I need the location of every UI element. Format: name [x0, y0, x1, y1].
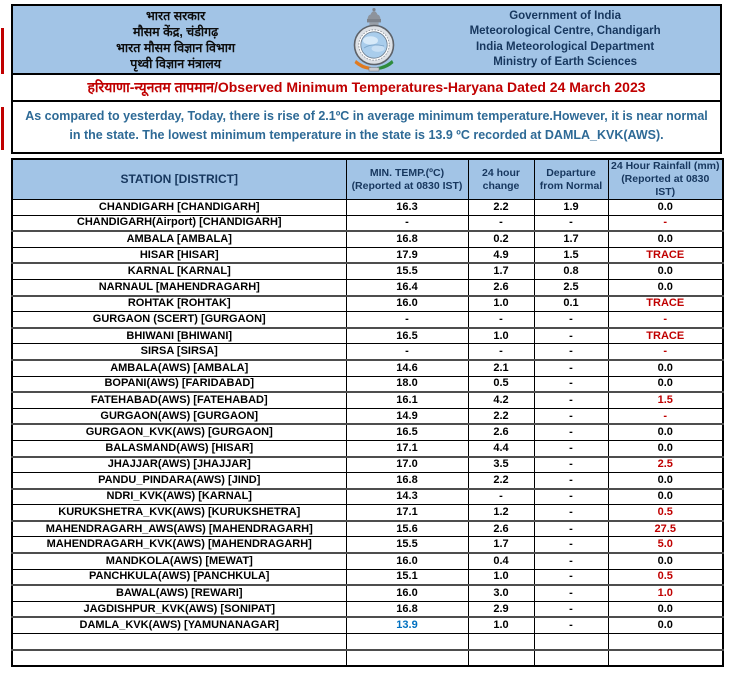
observations-table — [11, 158, 724, 667]
table-row — [12, 650, 723, 667]
cell-rainfall: 0.0 — [608, 263, 723, 279]
cell-rainfall: 1.0 — [608, 585, 723, 601]
cell-station: MAHENDRAGARH_KVK(AWS) [MAHENDRAGARH] — [12, 537, 346, 553]
cell-departure: 1.5 — [534, 247, 608, 263]
cell-station: PANCHKULA(AWS) [PANCHKULA] — [12, 569, 346, 585]
header-departure-line1: Departure — [546, 166, 596, 179]
table-body — [12, 200, 723, 667]
cell-min-temp: 17.0 — [346, 457, 468, 473]
cell-departure: - — [534, 473, 608, 489]
imd-emblem-logo — [338, 7, 410, 73]
table-row — [12, 424, 723, 440]
cell-min-temp — [346, 650, 468, 667]
cell-station: DAMLA_KVK(AWS) [YAMUNANAGAR] — [12, 617, 346, 633]
cell-min-temp: 16.8 — [346, 231, 468, 247]
cell-departure: - — [534, 424, 608, 440]
cell-station: CHANDIGARH(Airport) [CHANDIGARH] — [12, 215, 346, 231]
cell-departure: 1.9 — [534, 200, 608, 216]
cell-rainfall: 0.0 — [608, 376, 723, 392]
cell-min-temp: 16.8 — [346, 473, 468, 489]
cell-rainfall: 0.0 — [608, 200, 723, 216]
cell-24hr-change: - — [468, 344, 534, 360]
english-line-govt: Government of India — [509, 9, 622, 22]
cell-departure: - — [534, 457, 608, 473]
table-row — [12, 392, 723, 408]
table-row — [12, 634, 723, 650]
cell-rainfall: 2.5 — [608, 457, 723, 473]
table-row — [12, 328, 723, 344]
cell-station: JHAJJAR(AWS) [JHAJJAR] — [12, 457, 346, 473]
cell-min-temp: 16.1 — [346, 392, 468, 408]
table-row — [12, 408, 723, 424]
cell-departure: - — [534, 569, 608, 585]
hindi-line-centre: मौसम केंद्र, चंडीगढ़ — [132, 24, 219, 39]
cell-min-temp: 18.0 — [346, 376, 468, 392]
table-row — [12, 296, 723, 312]
cell-24hr-change: 0.4 — [468, 553, 534, 569]
cell-24hr-change: 3.5 — [468, 457, 534, 473]
cell-min-temp: 16.0 — [346, 553, 468, 569]
cell-min-temp: 15.6 — [346, 521, 468, 537]
cell-departure: - — [534, 440, 608, 456]
cell-24hr-change: 0.2 — [468, 231, 534, 247]
table-header-row — [12, 159, 723, 200]
cell-departure: - — [534, 617, 608, 633]
cell-rainfall: TRACE — [608, 328, 723, 344]
cell-departure — [534, 650, 608, 667]
cell-departure: - — [534, 376, 608, 392]
cell-rainfall: TRACE — [608, 296, 723, 312]
cell-min-temp: 15.1 — [346, 569, 468, 585]
cell-station: MANDKOLA(AWS) [MEWAT] — [12, 553, 346, 569]
cell-departure: - — [534, 521, 608, 537]
cell-24hr-change: - — [468, 312, 534, 328]
cell-24hr-change: 1.0 — [468, 296, 534, 312]
cell-rainfall — [608, 634, 723, 650]
english-line-centre: Meteorological Centre, Chandigarh — [469, 25, 661, 37]
cell-departure — [534, 634, 608, 650]
cell-min-temp: 17.9 — [346, 247, 468, 263]
header-departure-line2: from Normal — [539, 179, 603, 192]
table-row — [12, 200, 723, 216]
cell-min-temp: 16.0 — [346, 296, 468, 312]
cell-station: BAWAL(AWS) [REWARI] — [12, 585, 346, 601]
cell-24hr-change: 1.2 — [468, 505, 534, 521]
letterhead-english-block — [410, 9, 720, 71]
cell-rainfall: 0.0 — [608, 231, 723, 247]
table-row — [12, 231, 723, 247]
cell-min-temp: 17.1 — [346, 505, 468, 521]
cell-station: BHIWANI [BHIWANI] — [12, 328, 346, 344]
cell-rainfall: 1.5 — [608, 392, 723, 408]
cell-departure: - — [534, 408, 608, 424]
cell-departure: 0.1 — [534, 296, 608, 312]
cell-rainfall: 0.0 — [608, 553, 723, 569]
table-row — [12, 360, 723, 376]
english-line-ministry: Ministry of Earth Sciences — [493, 56, 637, 68]
header-min-temp-line1: MIN. TEMP.(ºC) — [369, 166, 445, 179]
cell-departure: - — [534, 489, 608, 505]
cell-min-temp: 16.5 — [346, 328, 468, 344]
cell-min-temp: 14.3 — [346, 489, 468, 505]
cell-rainfall: TRACE — [608, 247, 723, 263]
header-24hr-change — [468, 159, 534, 200]
cell-rainfall: 0.0 — [608, 601, 723, 617]
cell-station: HISAR [HISAR] — [12, 247, 346, 263]
cell-rainfall: 27.5 — [608, 521, 723, 537]
cell-departure: - — [534, 344, 608, 360]
cell-departure: - — [534, 360, 608, 376]
cell-departure: - — [534, 392, 608, 408]
table-row — [12, 279, 723, 295]
cell-departure: - — [534, 537, 608, 553]
cell-rainfall: 0.0 — [608, 440, 723, 456]
cell-min-temp: 14.6 — [346, 360, 468, 376]
cell-station: GURGAON (SCERT) [GURGAON] — [12, 312, 346, 328]
table-row — [12, 585, 723, 601]
cell-departure: - — [534, 601, 608, 617]
table-row — [12, 215, 723, 231]
cell-departure: - — [534, 505, 608, 521]
imd-emblem-icon — [343, 7, 405, 73]
letterhead-hindi-block — [13, 8, 338, 72]
cell-station — [12, 634, 346, 650]
table-row — [12, 553, 723, 569]
cell-departure: 0.8 — [534, 263, 608, 279]
cell-rainfall: 0.0 — [608, 424, 723, 440]
cell-station: BOPANI(AWS) [FARIDABAD] — [12, 376, 346, 392]
cell-rainfall: 5.0 — [608, 537, 723, 553]
left-edge-red-mark — [1, 28, 4, 74]
header-rainfall — [608, 159, 723, 200]
cell-24hr-change: 2.2 — [468, 200, 534, 216]
cell-24hr-change: 4.2 — [468, 392, 534, 408]
cell-24hr-change: 1.0 — [468, 617, 534, 633]
cell-min-temp: 16.4 — [346, 279, 468, 295]
cell-rainfall: - — [608, 408, 723, 424]
cell-rainfall: 0.0 — [608, 489, 723, 505]
cell-station: ROHTAK [ROHTAK] — [12, 296, 346, 312]
cell-24hr-change: 2.2 — [468, 408, 534, 424]
cell-24hr-change: 4.9 — [468, 247, 534, 263]
table-row — [12, 521, 723, 537]
cell-24hr-change: 2.2 — [468, 473, 534, 489]
cell-departure: - — [534, 312, 608, 328]
table-row — [12, 489, 723, 505]
cell-rainfall: 0.0 — [608, 279, 723, 295]
table-row — [12, 505, 723, 521]
cell-station: FATEHABAD(AWS) [FATEHABAD] — [12, 392, 346, 408]
cell-departure: - — [534, 215, 608, 231]
cell-rainfall: - — [608, 312, 723, 328]
cell-rainfall: 0.5 — [608, 505, 723, 521]
cell-departure: 1.7 — [534, 231, 608, 247]
cell-station: CHANDIGARH [CHANDIGARH] — [12, 200, 346, 216]
cell-departure: 2.5 — [534, 279, 608, 295]
cell-station: GURGAON(AWS) [GURGAON] — [12, 408, 346, 424]
cell-24hr-change: - — [468, 215, 534, 231]
cell-station: NARNAUL [MAHENDRAGARH] — [12, 279, 346, 295]
header-min-temp — [346, 159, 468, 200]
table-row — [12, 344, 723, 360]
table-header — [12, 159, 723, 200]
cell-24hr-change: 1.0 — [468, 569, 534, 585]
cell-rainfall: 0.0 — [608, 360, 723, 376]
cell-station: SIRSA [SIRSA] — [12, 344, 346, 360]
cell-departure: - — [534, 553, 608, 569]
cell-24hr-change: - — [468, 489, 534, 505]
header-station: STATION [DISTRICT] — [12, 159, 346, 200]
header-24hr-change-line2: change — [482, 179, 520, 192]
cell-24hr-change — [468, 650, 534, 667]
cell-min-temp: 16.8 — [346, 601, 468, 617]
hindi-line-govt: भारत सरकार — [145, 8, 206, 23]
cell-departure: - — [534, 585, 608, 601]
cell-station: PANDU_PINDARA(AWS) [JIND] — [12, 473, 346, 489]
cell-24hr-change: 1.7 — [468, 537, 534, 553]
cell-24hr-change: 3.0 — [468, 585, 534, 601]
cell-min-temp: - — [346, 312, 468, 328]
cell-24hr-change — [468, 634, 534, 650]
cell-rainfall: - — [608, 215, 723, 231]
cell-min-temp: 16.5 — [346, 424, 468, 440]
cell-min-temp — [346, 634, 468, 650]
header-min-temp-line2: (Reported at 0830 IST) — [351, 179, 463, 192]
table-row — [12, 601, 723, 617]
header-departure — [534, 159, 608, 200]
cell-station: AMBALA(AWS) [AMBALA] — [12, 360, 346, 376]
summary-text: As compared to yesterday, Today, there is rise of 2.1ºC in average minimum temperature.However, it is near normal in the state. The lowest minimum temperature in the state is 13.9 ºC recorded at DAMLA_KVK(AWS). — [11, 102, 722, 154]
header-rainfall-line2: (Reported at 0830 IST) — [621, 173, 710, 198]
header-rainfall-line1: 24 Hour Rainfall (mm) — [610, 160, 720, 172]
cell-24hr-change: 1.7 — [468, 263, 534, 279]
table-row — [12, 473, 723, 489]
table-row — [12, 617, 723, 633]
cell-min-temp: 13.9 — [346, 617, 468, 633]
hindi-line-dept: भारत मौसम विज्ञान विभाग — [116, 40, 236, 55]
cell-departure: - — [534, 328, 608, 344]
cell-min-temp: 17.1 — [346, 440, 468, 456]
cell-min-temp: - — [346, 344, 468, 360]
cell-station: KARNAL [KARNAL] — [12, 263, 346, 279]
table-row — [12, 440, 723, 456]
cell-24hr-change: 0.5 — [468, 376, 534, 392]
cell-rainfall: 0.0 — [608, 617, 723, 633]
cell-station: MAHENDRAGARH_AWS(AWS) [MAHENDRAGARH] — [12, 521, 346, 537]
cell-station — [12, 650, 346, 667]
table-row — [12, 376, 723, 392]
cell-min-temp: - — [346, 215, 468, 231]
cell-station: JAGDISHPUR_KVK(AWS) [SONIPAT] — [12, 601, 346, 617]
table-row — [12, 247, 723, 263]
cell-rainfall: - — [608, 344, 723, 360]
bulletin-title: हरियाणा-न्यूनतम तापमान/Observed Minimum Temperatures-Haryana Dated 24 March 2023 — [11, 75, 722, 102]
cell-24hr-change: 2.9 — [468, 601, 534, 617]
cell-station: AMBALA [AMBALA] — [12, 231, 346, 247]
header-24hr-change-line1: 24 hour — [482, 166, 520, 179]
cell-24hr-change: 2.6 — [468, 521, 534, 537]
letterhead — [11, 4, 722, 75]
table-row — [12, 569, 723, 585]
cell-min-temp: 16.3 — [346, 200, 468, 216]
cell-station: KURUKSHETRA_KVK(AWS) [KURUKSHETRA] — [12, 505, 346, 521]
left-edge-red-mark — [1, 107, 4, 150]
cell-24hr-change: 2.1 — [468, 360, 534, 376]
cell-min-temp: 16.0 — [346, 585, 468, 601]
cell-station: GURGAON_KVK(AWS) [GURGAON] — [12, 424, 346, 440]
table-row — [12, 537, 723, 553]
cell-24hr-change: 2.6 — [468, 424, 534, 440]
cell-min-temp: 14.9 — [346, 408, 468, 424]
table-row — [12, 263, 723, 279]
cell-station: BALASMAND(AWS) [HISAR] — [12, 440, 346, 456]
cell-24hr-change: 4.4 — [468, 440, 534, 456]
table-row — [12, 457, 723, 473]
cell-24hr-change: 1.0 — [468, 328, 534, 344]
bulletin-page — [11, 4, 722, 667]
cell-min-temp: 15.5 — [346, 263, 468, 279]
cell-rainfall — [608, 650, 723, 667]
cell-rainfall: 0.0 — [608, 473, 723, 489]
cell-24hr-change: 2.6 — [468, 279, 534, 295]
english-line-dept: India Meteorological Department — [475, 40, 655, 53]
cell-station: NDRI_KVK(AWS) [KARNAL] — [12, 489, 346, 505]
hindi-line-ministry: पृथ्वी विज्ञान मंत्रालय — [130, 56, 221, 71]
cell-min-temp: 15.5 — [346, 537, 468, 553]
table-row — [12, 312, 723, 328]
cell-rainfall: 0.5 — [608, 569, 723, 585]
